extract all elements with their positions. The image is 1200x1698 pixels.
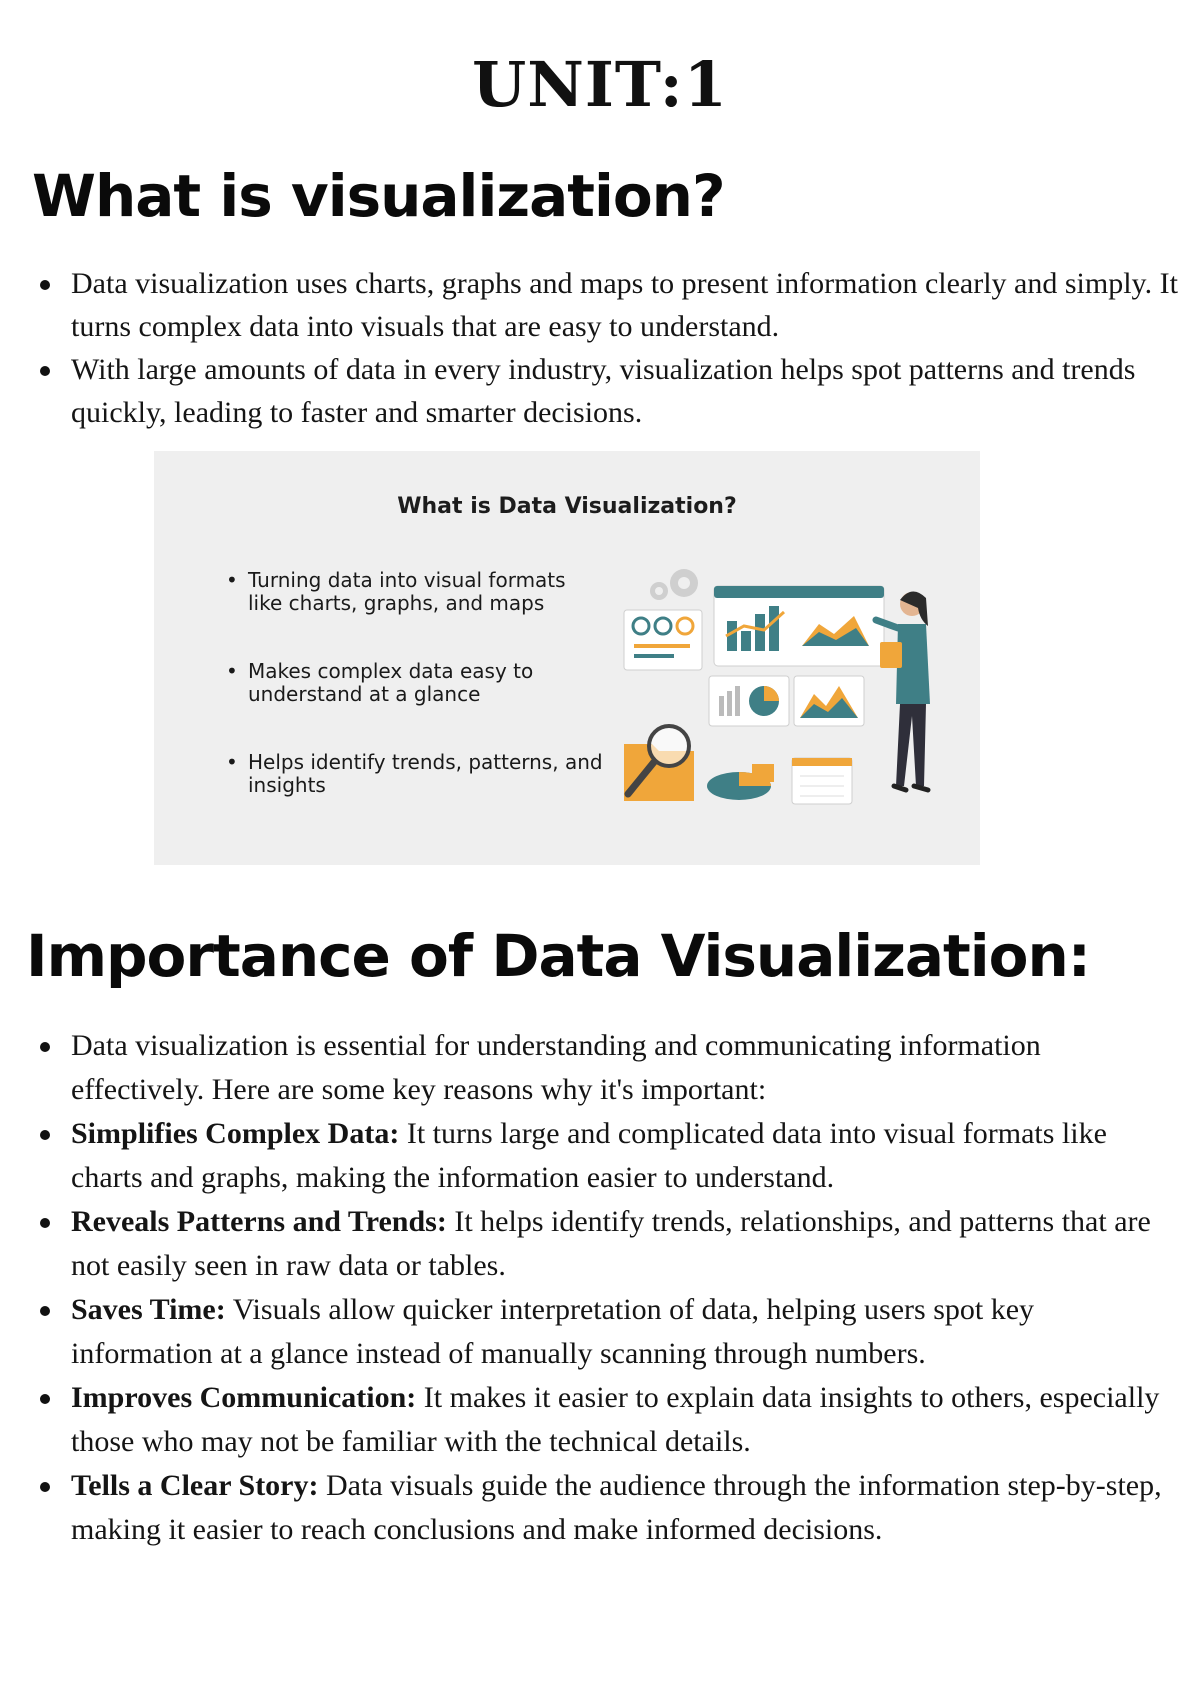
item-lead: Tells a Clear Story: [71,1469,319,1502]
figure-bullet: • Makes complex data easy to understand at a glance [226,660,606,706]
item-lead: Saves Time: [71,1293,226,1326]
data-visualization-illustration [154,451,980,865]
gear-icon [650,569,698,600]
list-item [30,1112,1180,1200]
list-item [30,1464,1180,1552]
pie-3d-icon [707,764,774,800]
unit-title: UNIT:1 [472,48,728,121]
item-lead: Improves Communication: [71,1381,417,1414]
figure-bullet: • Helps identify trends, patterns, and insights [226,751,606,797]
list-item [30,1376,1180,1464]
item-text: It makes it easier to explain data insights to others, especially those who may not be familiar with the technical details. [71,1381,1160,1458]
area-chart-icon [794,676,864,726]
item-lead: Simplifies Complex Data: [71,1117,400,1150]
what-is-visualization-list [30,262,1190,434]
section-heading-what-is-visualization: What is visualization? [32,162,725,230]
list-item [30,1288,1180,1376]
item-lead: Reveals Patterns and Trends: [71,1205,447,1238]
calendar-icon [792,758,852,804]
list-item: Data visualization uses charts, graphs and maps to present information clearly and simply. It turns complex data into visuals that are easy to understand. [30,262,1190,348]
item-text: Visuals allow quicker interpretation of data, helping users spot key information at a glance instead of manually scanning through numbers. [71,1293,1035,1370]
list-item: Data visualization is essential for understanding and communicating information effectively. Here are some key reasons why it's important: [30,1024,1180,1112]
list-item: With large amounts of data in every industry, visualization helps spot patterns and trends quickly, leading to faster and smarter decisions. [30,348,1190,434]
list-item [30,1200,1180,1288]
analyst-dashboard-artwork [614,546,954,846]
dashboard-window-icon [714,586,884,666]
pie-chart-icon [709,676,789,726]
section-heading-importance: Importance of Data Visualization: [26,922,1090,990]
stats-card-icon [624,610,702,670]
analyst-person-icon [876,591,930,790]
figure-bullet-list [226,569,606,842]
item-text: It turns large and complicated data into visual formats like charts and graphs, making the information easier to understand. [71,1117,1107,1194]
figure-bullet: • Turning data into visual formats like charts, graphs, and maps [226,569,606,615]
item-text: Data visuals guide the audience through the information step-by-step, making it easier to reach conclusions and make informed decisions. [71,1469,1162,1546]
importance-list [30,1024,1180,1552]
figure-title: What is Data Visualization? [397,494,737,519]
item-text: It helps identify trends, relationships, and patterns that are not easily seen in raw data or tables. [71,1205,1151,1282]
